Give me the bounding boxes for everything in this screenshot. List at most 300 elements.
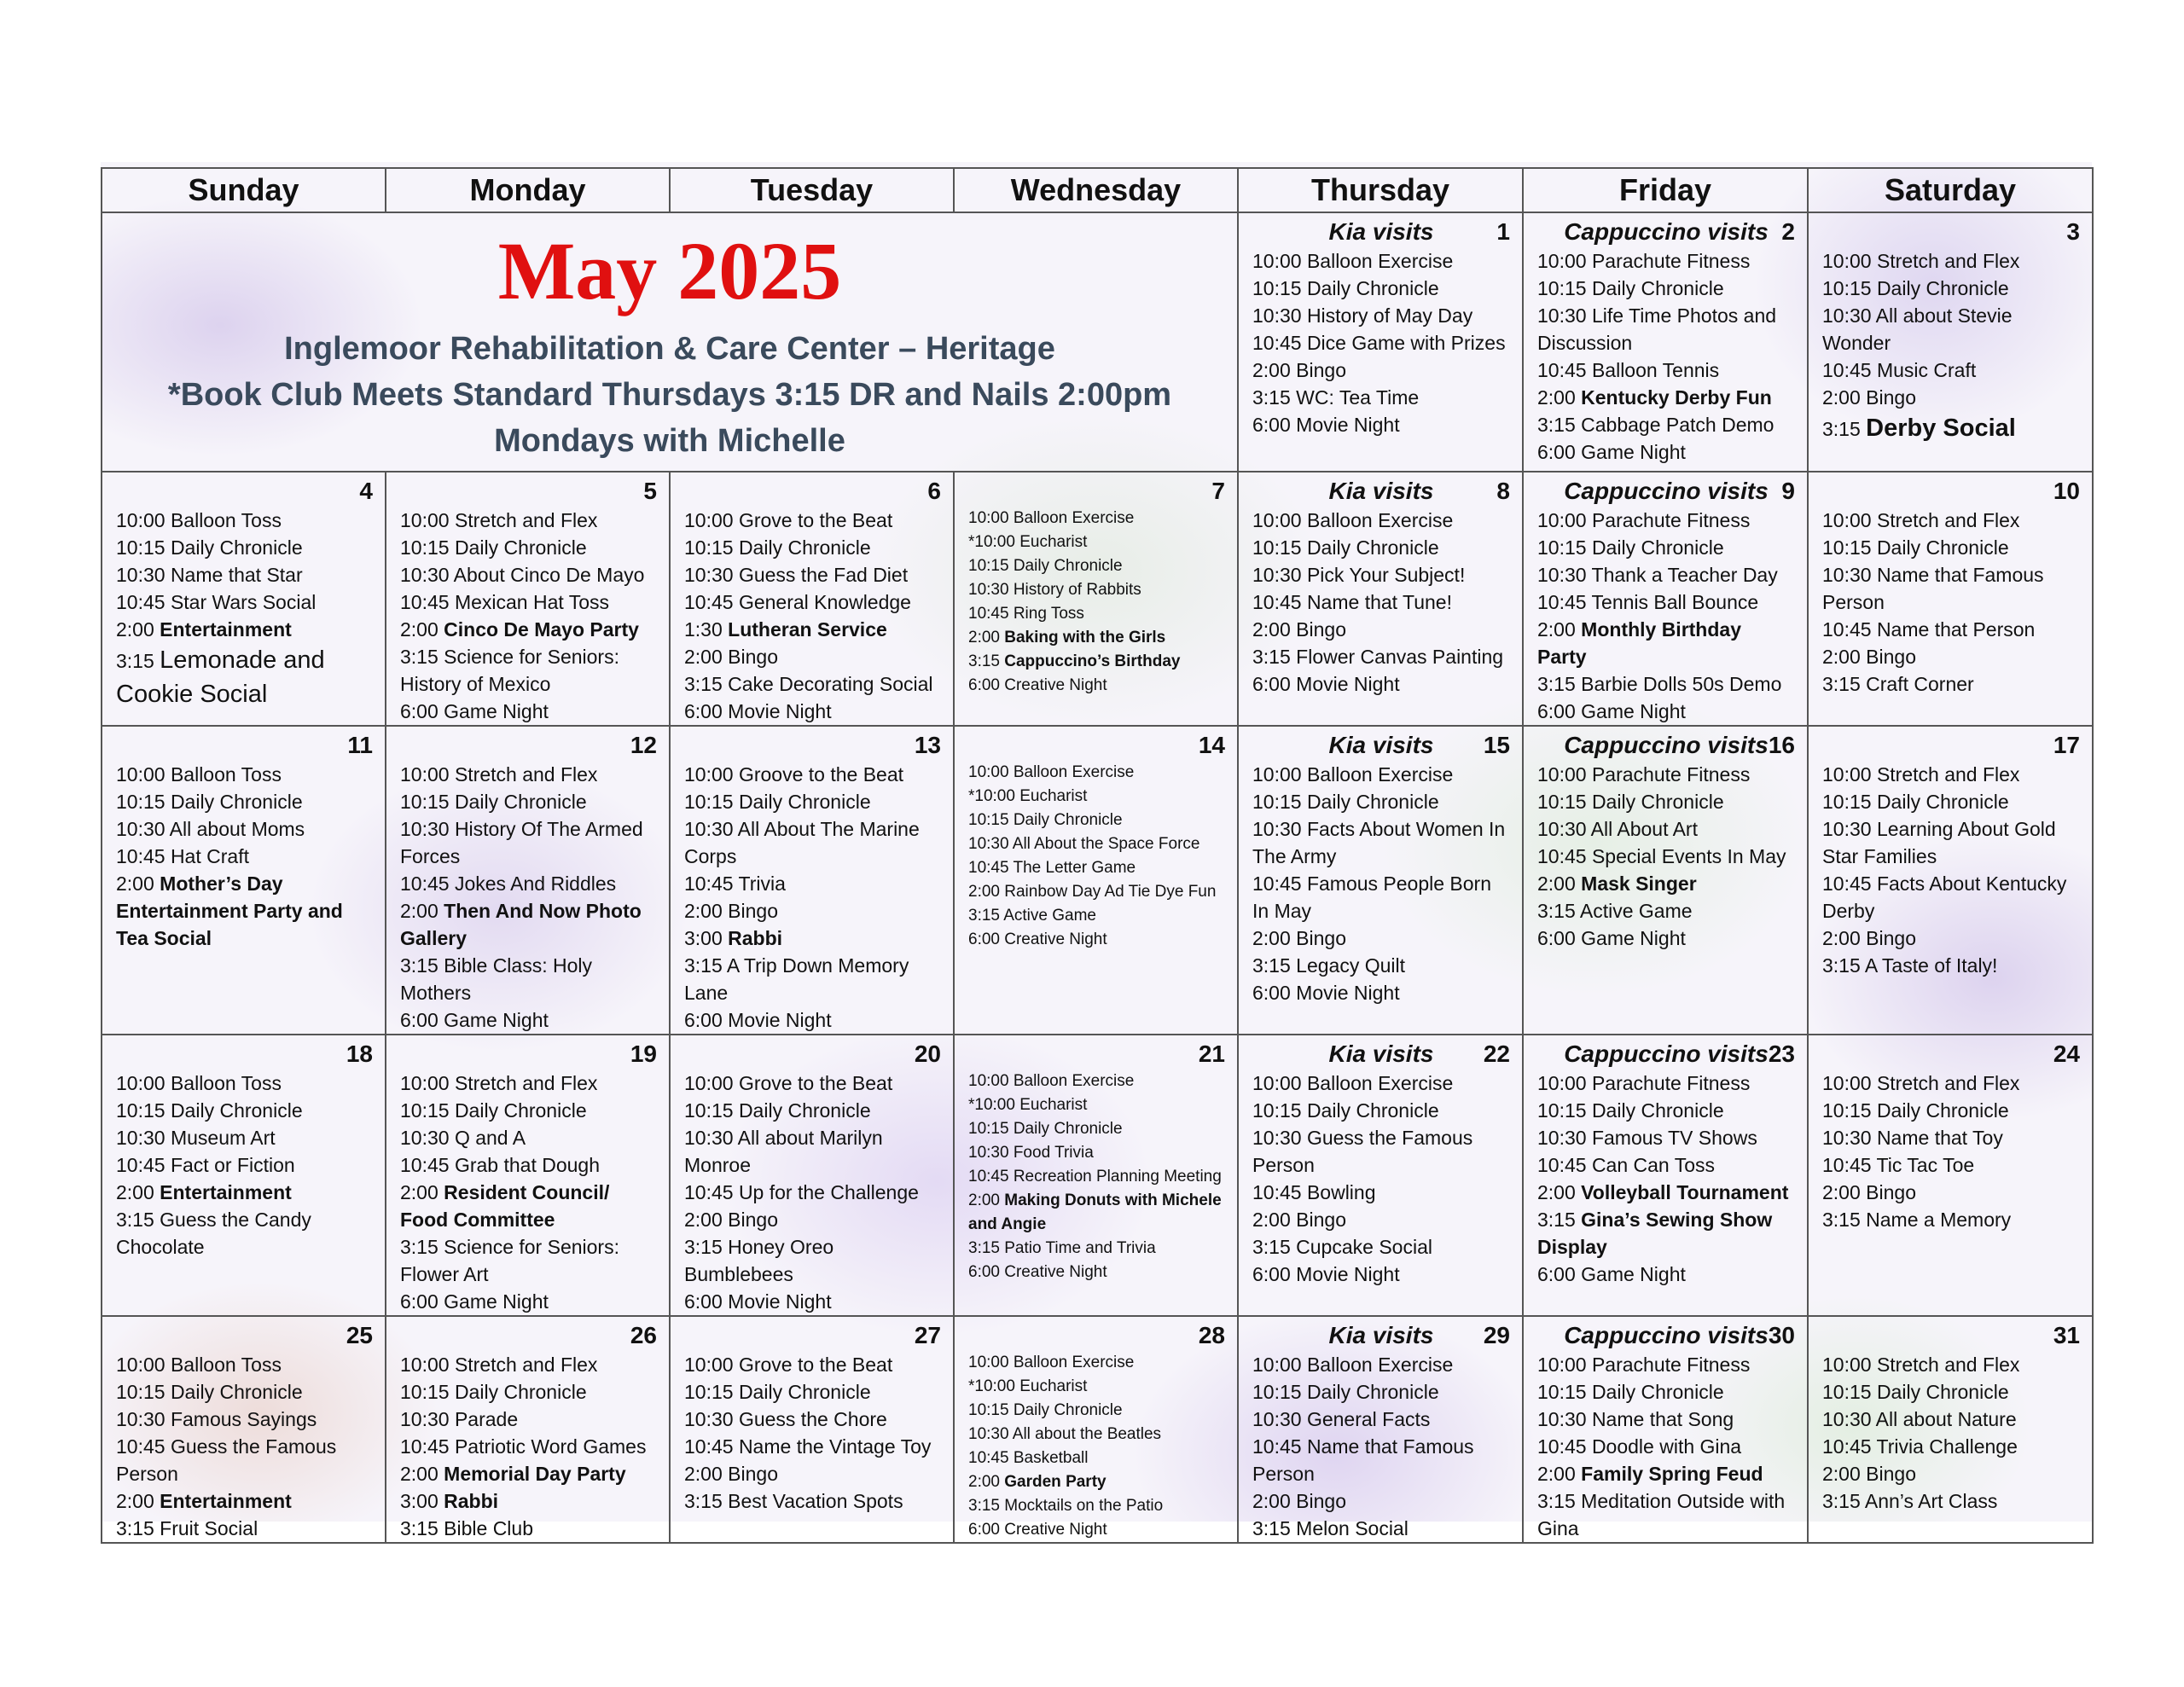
event-text: 10:00 Balloon Exercise <box>1252 509 1454 531</box>
event-text: 3:15 Guess the Candy Chocolate <box>116 1209 311 1258</box>
event-item <box>968 578 1225 602</box>
event-text: 10:30 Parade <box>400 1408 519 1430</box>
event-text: 10:15 Daily Chronicle <box>1537 791 1724 813</box>
event-text: 6:00 Game Night <box>1537 927 1686 949</box>
event-item <box>400 561 657 588</box>
event-item <box>1537 275 1795 302</box>
event-text: 10:15 Daily Chronicle <box>400 1099 587 1122</box>
event-item <box>1252 670 1510 698</box>
event-text: 2:00 Bingo <box>1252 359 1346 381</box>
event-item <box>116 815 373 843</box>
day-header <box>400 730 657 761</box>
event-text: 6:00 Game Night <box>400 1009 549 1031</box>
event-highlight: Derby Social <box>1866 415 2016 442</box>
event-text: 10:45 Trivia <box>684 872 786 895</box>
event-highlight: Making Donuts with Michele and Angie <box>968 1191 1222 1233</box>
event-text: *10:00 Eucharist <box>968 787 1088 805</box>
event-text: 10:30 History of Rabbits <box>968 581 1141 599</box>
day-header <box>116 1039 373 1070</box>
event-text: 10:45 Trivia Challenge <box>1822 1435 2018 1458</box>
event-text: 3:15 Melon Social <box>1252 1517 1409 1539</box>
event-item <box>1252 507 1510 534</box>
event-item <box>116 1179 373 1206</box>
event-item <box>400 1351 657 1378</box>
day-header <box>400 1039 657 1070</box>
event-item <box>116 1124 373 1151</box>
event-text: 2:00 <box>116 872 160 895</box>
day-content <box>1239 213 1522 438</box>
event-item <box>1822 1124 2080 1151</box>
day-cell <box>954 472 1238 726</box>
day-header <box>1537 1039 1795 1070</box>
event-item <box>968 626 1225 650</box>
event-item <box>1822 1406 2080 1433</box>
visitor-label: Kia visits <box>1328 1322 1434 1348</box>
event-text: 10:30 Facts About Women In The Army <box>1252 818 1506 867</box>
event-item <box>1252 1261 1510 1288</box>
event-highlight: Cappuccino’s Birthday <box>1004 652 1181 670</box>
day-cell <box>1523 1316 1808 1543</box>
event-text: 10:00 Balloon Exercise <box>968 509 1135 527</box>
event-text: 10:00 Balloon Exercise <box>968 1354 1135 1371</box>
visitor-label: Cappuccino visits <box>1564 478 1769 504</box>
event-text: 10:15 Daily Chronicle <box>1822 536 2009 559</box>
event-item <box>116 588 373 616</box>
event-text: 3:15 Science for Seniors: History of Mexico <box>400 646 619 695</box>
event-text: 10:00 Balloon Exercise <box>1252 250 1454 272</box>
event-text: 3:15 Active Game <box>1537 900 1693 922</box>
event-text: 2:00 <box>1537 386 1582 409</box>
event-text: 3:15 Bible Club <box>400 1517 533 1539</box>
day-header <box>1252 1039 1510 1070</box>
event-item <box>968 507 1225 530</box>
event-item <box>1537 761 1795 788</box>
event-text: *10:00 Eucharist <box>968 1377 1088 1395</box>
event-text: 10:45 Name that Tune! <box>1252 591 1452 613</box>
event-text: 10:30 Name that Star <box>116 564 303 586</box>
day-content <box>1239 727 1522 1006</box>
day-number: 10 <box>2053 478 2080 504</box>
event-text: 10:45 Jokes And Riddles <box>400 872 617 895</box>
event-item <box>1252 1179 1510 1206</box>
event-item <box>684 1097 941 1124</box>
event-text: 10:15 Daily Chronicle <box>684 791 871 813</box>
day-cell <box>1808 212 2093 472</box>
day-header <box>1822 217 2080 247</box>
event-text: 6:00 Game Night <box>1537 1263 1686 1285</box>
event-text: 3:15 Patio Time and Trivia <box>968 1239 1156 1257</box>
event-text: 6:00 Game Night <box>1537 441 1686 463</box>
event-text: 2:00 <box>1537 618 1582 641</box>
event-text: 2:00 <box>116 618 160 641</box>
event-text: 10:30 Guess the Fad Diet <box>684 564 909 586</box>
event-item <box>968 602 1225 626</box>
event-item <box>968 1446 1225 1470</box>
week-row-1 <box>102 212 2093 472</box>
event-item <box>1537 588 1795 616</box>
event-text: 3:15 Bible Class: Holy Mothers <box>400 954 592 1004</box>
day-header <box>1252 476 1510 507</box>
event-text: 6:00 Creative Night <box>968 1521 1107 1539</box>
event-item <box>1537 1151 1795 1179</box>
event-item <box>684 534 941 561</box>
event-text: 2:00 Bingo <box>1252 618 1346 641</box>
day-cell <box>670 1316 954 1543</box>
event-text: 3:15 <box>1537 1209 1582 1231</box>
event-item <box>1537 1206 1795 1261</box>
event-item <box>968 1093 1225 1117</box>
week-row-2 <box>102 472 2093 726</box>
event-text: 6:00 Movie Night <box>1252 414 1400 436</box>
event-highlight: Entertainment <box>160 618 292 641</box>
event-text: 10:00 Stretch and Flex <box>400 509 598 531</box>
day-content <box>955 472 1237 698</box>
day-number: 1 <box>1496 218 1510 245</box>
day-cell <box>670 1035 954 1316</box>
day-cell <box>1238 472 1523 726</box>
event-text: 3:15 Mocktails on the Patio <box>968 1497 1164 1515</box>
event-item <box>1537 843 1795 870</box>
event-item <box>1822 1351 2080 1378</box>
event-item <box>1537 507 1795 534</box>
event-item <box>1252 1406 1510 1433</box>
event-text: 10:00 Stretch and Flex <box>400 1354 598 1376</box>
event-item <box>684 1433 941 1460</box>
event-text: 3:15 A Taste of Italy! <box>1822 954 1998 977</box>
event-text: 10:30 All about Stevie Wonder <box>1822 304 2013 354</box>
day-cell <box>1523 726 1808 1035</box>
event-highlight: Cinco De Mayo Party <box>444 618 639 641</box>
event-text: 10:15 Daily Chronicle <box>116 1099 303 1122</box>
event-item <box>116 507 373 534</box>
event-text: 10:15 Daily Chronicle <box>400 536 587 559</box>
event-item <box>1252 329 1510 357</box>
event-item <box>1822 247 2080 275</box>
day-header <box>968 476 1225 507</box>
event-text: 10:45 Mexican Hat Toss <box>400 591 610 613</box>
day-content <box>1809 1035 2092 1233</box>
event-text: 10:45 Famous People Born In May <box>1252 872 1492 922</box>
event-item <box>400 588 657 616</box>
day-content <box>1809 727 2092 979</box>
event-text: 10:00 Parachute Fitness <box>1537 763 1751 786</box>
event-item <box>116 1070 373 1097</box>
event-text: 10:00 Parachute Fitness <box>1537 1072 1751 1094</box>
event-text: 3:15 Ann’s Art Class <box>1822 1490 1998 1512</box>
visitor-label: Cappuccino visits <box>1564 218 1769 245</box>
day-cell <box>386 1035 670 1316</box>
event-text: 10:45 Can Can Toss <box>1537 1154 1715 1176</box>
event-text: 10:30 Guess the Famous Person <box>1252 1127 1473 1176</box>
event-item <box>968 530 1225 554</box>
week-row-5 <box>102 1316 2093 1543</box>
day-cell <box>954 1316 1238 1543</box>
event-text: 10:30 Pick Your Subject! <box>1252 564 1466 586</box>
event-item <box>684 897 941 925</box>
facility-name: Inglemoor Rehabilitation & Care Center – Heritage <box>284 331 1055 367</box>
event-item <box>400 1378 657 1406</box>
event-text: 10:45 Bowling <box>1252 1181 1376 1203</box>
day-number: 22 <box>1483 1041 1510 1067</box>
event-text: 10:15 Daily Chronicle <box>1822 791 2009 813</box>
event-text: 2:00 <box>116 1490 160 1512</box>
event-item <box>1822 616 2080 643</box>
event-item <box>684 1206 941 1233</box>
visitor-label: Cappuccino visits <box>1564 732 1769 758</box>
day-number: 16 <box>1768 732 1795 758</box>
event-item <box>1252 1515 1510 1542</box>
day-cell <box>102 1316 386 1543</box>
event-text: 10:30 Name that Toy <box>1822 1127 2003 1149</box>
event-text: 2:00 <box>968 1473 1005 1491</box>
event-item <box>684 1233 941 1288</box>
event-text: 10:45 Basketball <box>968 1449 1089 1467</box>
event-item <box>684 698 941 725</box>
event-item <box>968 856 1225 880</box>
day-number: 13 <box>914 732 941 758</box>
visitor-label: Cappuccino visits <box>1564 1041 1769 1067</box>
event-text: 2:00 <box>1537 872 1582 895</box>
event-item <box>116 843 373 870</box>
event-text: 2:00 Bingo <box>1822 927 1916 949</box>
visitor-label: Kia visits <box>1328 478 1434 504</box>
event-text: 10:00 Balloon Toss <box>116 1072 282 1094</box>
event-item <box>116 788 373 815</box>
day-content <box>955 1317 1237 1542</box>
event-text: 10:45 General Knowledge <box>684 591 911 613</box>
event-text: 10:45 Name the Vintage Toy <box>684 1435 932 1458</box>
event-text: 10:45 Facts About Kentucky Derby <box>1822 872 2067 922</box>
event-text: 2:00 Bingo <box>684 1209 778 1231</box>
event-item <box>1822 643 2080 670</box>
event-text: 10:15 Daily Chronicle <box>1252 277 1439 299</box>
event-item <box>116 761 373 788</box>
event-item <box>684 1378 941 1406</box>
event-text: 6:00 Game Night <box>400 1290 549 1313</box>
event-text: 2:00 Bingo <box>684 1463 778 1485</box>
event-text: 10:30 Famous TV Shows <box>1537 1127 1757 1149</box>
event-item <box>1537 815 1795 843</box>
event-item <box>116 1433 373 1487</box>
day-cell <box>1523 212 1808 472</box>
event-item <box>400 815 657 870</box>
event-item <box>968 1351 1225 1375</box>
visitor-label: Kia visits <box>1328 218 1434 245</box>
event-text: 10:00 Parachute Fitness <box>1537 1354 1751 1376</box>
day-cell <box>1808 726 2093 1035</box>
event-text: 10:30 Guess the Chore <box>684 1408 887 1430</box>
event-text: 3:15 Science for Seniors: Flower Art <box>400 1236 619 1285</box>
event-item <box>684 761 941 788</box>
event-item <box>400 897 657 952</box>
event-text: 10:15 Daily Chronicle <box>968 1401 1123 1419</box>
event-text: 10:30 History of May Day <box>1252 304 1473 327</box>
event-text: 10:15 Daily Chronicle <box>684 1099 871 1122</box>
event-text: 2:00 <box>1537 1463 1582 1485</box>
event-text: 10:00 Balloon Exercise <box>1252 763 1454 786</box>
event-item <box>1822 1460 2080 1487</box>
event-text: 10:15 Daily Chronicle <box>1252 536 1439 559</box>
event-item <box>1252 1378 1510 1406</box>
event-item <box>400 952 657 1006</box>
event-text: 10:30 About Cinco De Mayo <box>400 564 645 586</box>
event-highlight: Entertainment <box>160 1181 292 1203</box>
event-item <box>1537 357 1795 384</box>
calendar-title-block <box>102 212 1238 472</box>
day-number: 29 <box>1483 1322 1510 1348</box>
event-item <box>1537 1097 1795 1124</box>
event-text: 6:00 Creative Night <box>968 1263 1107 1281</box>
weekday-sunday: Sunday <box>102 168 386 212</box>
event-text: 10:30 All About Art <box>1537 818 1698 840</box>
event-text: 10:30 Thank a Teacher Day <box>1537 564 1778 586</box>
visitor-label: Kia visits <box>1328 1041 1434 1067</box>
day-content <box>102 1035 385 1261</box>
day-number: 18 <box>346 1041 373 1067</box>
event-item <box>684 1288 941 1315</box>
event-text: 3:15 Cupcake Social <box>1252 1236 1432 1258</box>
event-item <box>684 1124 941 1179</box>
day-content <box>671 472 953 725</box>
event-text: 10:45 Doodle with Gina <box>1537 1435 1742 1458</box>
event-highlight: Garden Party <box>1004 1473 1107 1491</box>
event-item <box>1822 1433 2080 1460</box>
event-item <box>1537 1070 1795 1097</box>
event-text: 3:15 <box>116 650 160 672</box>
event-text: 6:00 Movie Night <box>1252 1263 1400 1285</box>
day-header <box>1822 1320 2080 1351</box>
event-highlight: Monthly Birthday Party <box>1537 618 1741 668</box>
event-item <box>1252 357 1510 384</box>
event-text: 2:00 Bingo <box>684 646 778 668</box>
event-item <box>684 1487 941 1515</box>
event-item <box>1537 561 1795 588</box>
event-item <box>968 1165 1225 1189</box>
weekday-header-row <box>102 168 2093 212</box>
day-number: 14 <box>1198 732 1225 758</box>
event-text: *10:00 Eucharist <box>968 1096 1088 1114</box>
event-text: 10:00 Stretch and Flex <box>1822 1354 2020 1376</box>
day-cell <box>102 1035 386 1316</box>
event-item <box>1252 925 1510 952</box>
event-item <box>1252 979 1510 1006</box>
day-cell <box>386 472 670 726</box>
event-item <box>1822 1378 2080 1406</box>
day-content <box>671 727 953 1034</box>
day-content <box>1524 1317 1807 1542</box>
day-content <box>1524 1035 1807 1288</box>
event-text: 3:00 <box>400 1490 444 1512</box>
event-item <box>1252 1433 1510 1487</box>
event-item <box>1537 1351 1795 1378</box>
event-text: 2:00 <box>968 1191 1005 1209</box>
event-item <box>684 1460 941 1487</box>
event-text: 10:00 Balloon Toss <box>116 763 282 786</box>
day-cell <box>1523 1035 1808 1316</box>
event-text: 2:00 Bingo <box>1252 927 1346 949</box>
event-item <box>400 1233 657 1288</box>
event-text: 10:45 The Letter Game <box>968 859 1136 877</box>
day-cell <box>954 1035 1238 1316</box>
event-text: 10:15 Daily Chronicle <box>1822 277 2009 299</box>
event-text: 10:45 Ring Toss <box>968 605 1084 623</box>
event-text: 3:15 Cake Decorating Social <box>684 673 933 695</box>
schedule-note: *Book Club Meets Standard Thursdays 3:15 DR and Nails 2:00pm <box>167 377 1172 413</box>
event-highlight: Baking with the Girls <box>1004 629 1166 646</box>
event-item <box>1537 1261 1795 1288</box>
event-item <box>1537 897 1795 925</box>
event-item <box>1252 534 1510 561</box>
event-text: 6:00 Movie Night <box>684 1290 832 1313</box>
day-cell <box>102 726 386 1035</box>
day-number: 12 <box>630 732 657 758</box>
event-text: 10:45 Recreation Planning Meeting <box>968 1168 1222 1186</box>
event-item <box>968 1237 1225 1261</box>
event-text: 10:00 Balloon Exercise <box>968 763 1135 781</box>
event-text: 10:45 Patriotic Word Games <box>400 1435 647 1458</box>
day-content <box>1809 213 2092 445</box>
event-text: 10:15 Daily Chronicle <box>116 536 303 559</box>
weekday-wednesday: Wednesday <box>954 168 1238 212</box>
event-item <box>1537 670 1795 698</box>
event-item <box>1252 1124 1510 1179</box>
event-text: 3:00 <box>684 927 729 949</box>
event-text: 10:15 Daily Chronicle <box>1537 1099 1724 1122</box>
event-item <box>1822 1206 2080 1233</box>
event-item <box>1537 384 1795 411</box>
event-text: 3:15 <box>1822 418 1867 440</box>
weekday-tuesday: Tuesday <box>670 168 954 212</box>
event-item <box>1822 761 2080 788</box>
day-cell <box>670 472 954 726</box>
event-text: 10:15 Daily Chronicle <box>1822 1381 2009 1403</box>
event-item <box>116 561 373 588</box>
event-text: 10:00 Stretch and Flex <box>1822 1072 2020 1094</box>
event-item <box>968 1423 1225 1446</box>
event-item <box>116 616 373 643</box>
event-text: 10:00 Stretch and Flex <box>400 763 598 786</box>
event-text: 10:45 Grab that Dough <box>400 1154 600 1176</box>
event-text: 10:00 Parachute Fitness <box>1537 250 1751 272</box>
event-item <box>1822 302 2080 357</box>
event-text: 6:00 Movie Night <box>684 700 832 722</box>
day-header <box>684 730 941 761</box>
event-text: 3:15 Active Game <box>968 907 1096 925</box>
event-text: 2:00 Bingo <box>684 900 778 922</box>
day-number: 4 <box>359 478 373 504</box>
event-highlight: Memorial Day Party <box>444 1463 626 1485</box>
event-text: 10:00 Stretch and Flex <box>400 1072 598 1094</box>
visitor-label: Cappuccino visits <box>1564 1322 1769 1348</box>
event-text: 10:45 Special Events In May <box>1537 845 1786 867</box>
day-header <box>116 476 373 507</box>
day-content <box>386 1317 669 1542</box>
event-item <box>1822 1179 2080 1206</box>
event-item <box>1252 1351 1510 1378</box>
event-item <box>400 1097 657 1124</box>
event-text: 10:30 Museum Art <box>116 1127 276 1149</box>
event-item <box>1537 870 1795 897</box>
day-header <box>684 1320 941 1351</box>
event-text: 3:15 Best Vacation Spots <box>684 1490 903 1512</box>
event-text: 10:30 Life Time Photos and Discussion <box>1537 304 1777 354</box>
event-item <box>1537 1378 1795 1406</box>
day-content <box>955 727 1237 952</box>
event-text: 2:00 <box>1537 1181 1582 1203</box>
event-item <box>968 904 1225 928</box>
day-number: 27 <box>914 1322 941 1348</box>
weekday-monday: Monday <box>386 168 670 212</box>
